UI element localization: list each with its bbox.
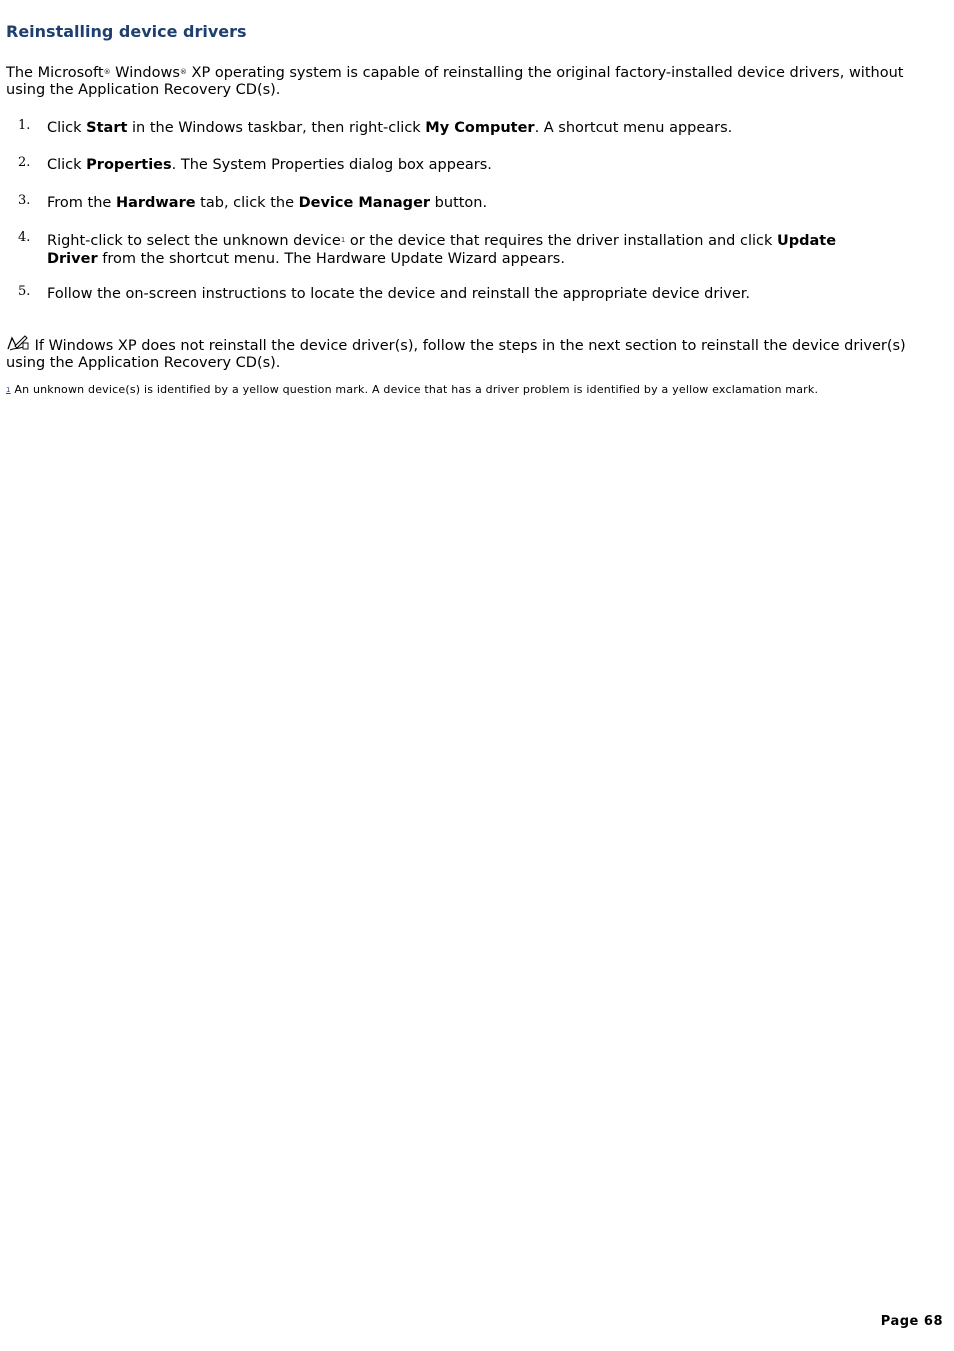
step-number: 4. <box>18 230 31 245</box>
step-2 <box>6 156 886 174</box>
page-title: Reinstalling device drivers <box>6 22 247 41</box>
footnote-marker[interactable]: 1 <box>6 386 11 394</box>
step-5 <box>6 285 886 303</box>
step-text: Follow the on-screen instructions to locate the device and reinstall the appropriate device driver. <box>47 286 751 302</box>
page-number: Page 68 <box>880 1314 943 1329</box>
step-3 <box>6 194 886 212</box>
step-4 <box>6 231 886 268</box>
step-text: Click Start in the Windows taskbar, then right-click My Computer. A shortcut menu appears. <box>47 120 733 136</box>
intro-paragraph: The Microsoft® Windows® XP operating system is capable of reinstalling the original factory-installed device drivers, without using the Application Recovery CD(s). <box>6 65 904 98</box>
note-paragraph: If Windows XP does not reinstall the device driver(s), follow the steps in the next section to reinstall the device driver(s) using the Application Recovery CD(s). <box>6 334 941 372</box>
registered-mark: ® <box>179 68 187 76</box>
step-number: 2. <box>18 155 31 170</box>
step-1 <box>6 119 886 137</box>
footnote-reference[interactable]: 1 <box>340 236 346 244</box>
step-text: Right-click to select the unknown device$^1$ or the device that requires the driver installation and click Update Driver from the shortcut menu. The Hardware Update Wizard appears. <box>47 233 837 267</box>
footnote: 1 An unknown device(s) is identified by a yellow question mark. A device that has a driver problem is identified by a yellow exclamation mark. <box>6 383 819 396</box>
note-pencil-icon <box>6 334 30 352</box>
step-text: Click Properties. The System Properties dialog box appears. <box>47 157 492 173</box>
step-number: 3. <box>18 193 31 208</box>
step-number: 1. <box>18 118 31 133</box>
registered-mark: ® <box>103 68 111 76</box>
step-number: 5. <box>18 284 31 299</box>
step-text: From the Hardware tab, click the Device Manager button. <box>47 195 488 211</box>
